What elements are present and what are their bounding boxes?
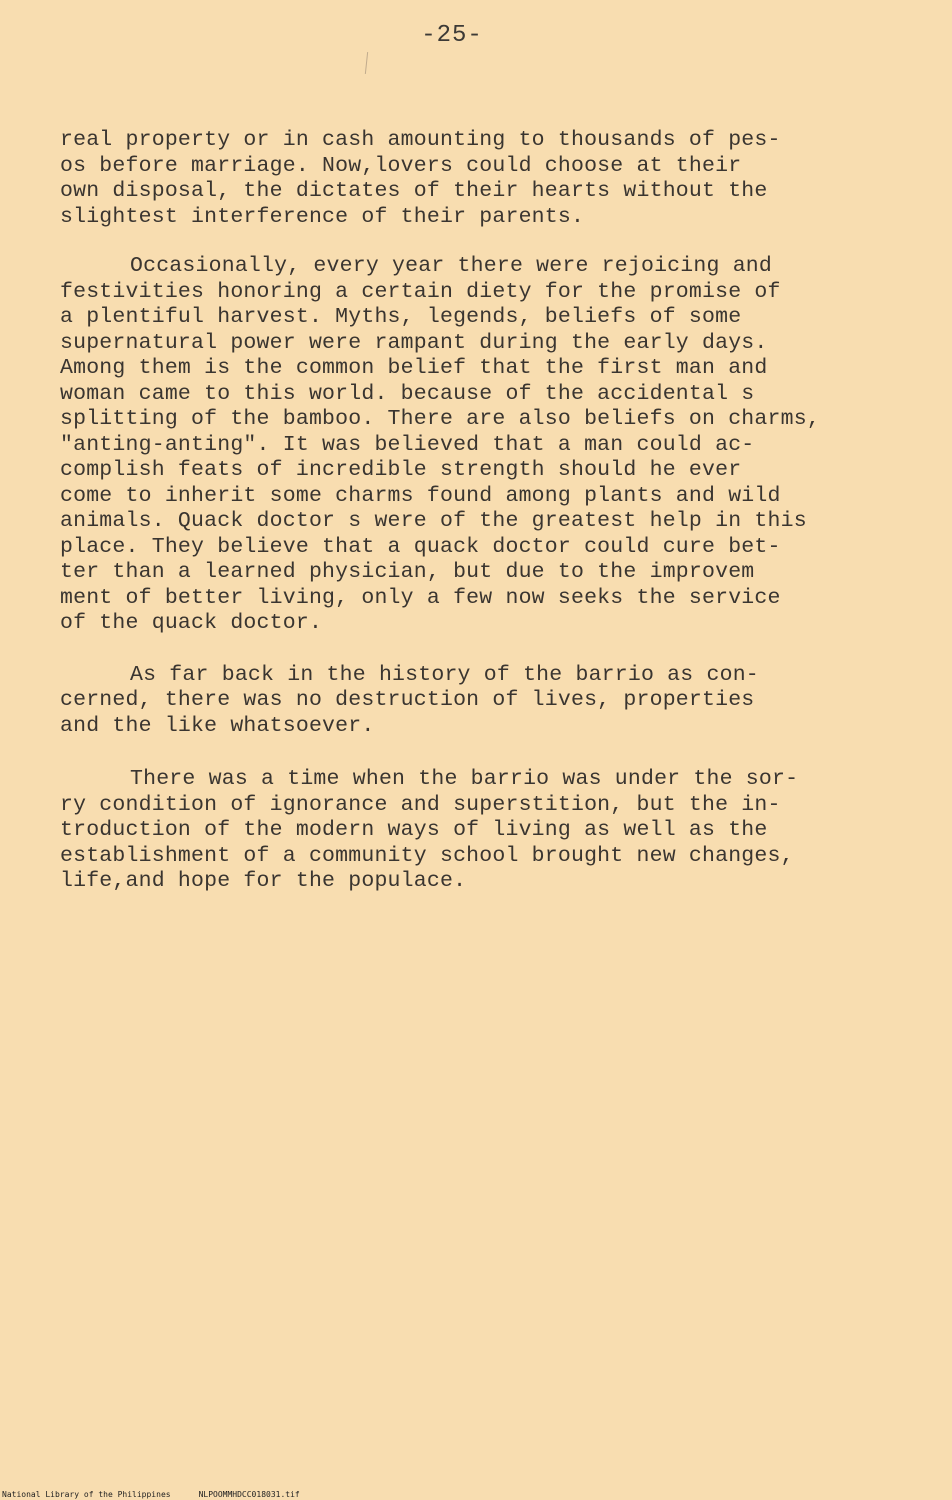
paragraph-1 — [60, 128, 890, 230]
paragraph-line: festivities honoring a certain diety for the promise of — [60, 279, 781, 304]
paragraph-line: a plentiful harvest. Myths, legends, beliefs of some — [60, 305, 742, 329]
paragraph-line: os before marriage. Now,lovers could choose at their — [60, 153, 742, 178]
paragraph-line: real property or in cash amounting to thousands of pes- — [60, 128, 781, 152]
paragraph-line: woman came to this world. because of the accidental s — [60, 381, 755, 406]
document-body — [60, 128, 890, 921]
paragraph-line: own disposal, the dictates of their hearts without the — [60, 179, 768, 203]
paragraph-4 — [60, 767, 890, 895]
paragraph-line: animals. Quack doctor s were of the greatest help in this — [60, 509, 807, 533]
paragraph-line: life,and hope for the populace. — [60, 869, 467, 893]
footer-file-name: NLPOOMMHDCC018031.tif — [198, 1490, 300, 1499]
paragraph-3 — [60, 663, 890, 740]
paragraph-line: ment of better living, only a few now seeks the service — [60, 585, 781, 610]
paragraph-line: cerned, there was no destruction of lives, properties — [60, 688, 755, 712]
footer-institution: National Library of the Philippines — [2, 1490, 171, 1499]
paragraph-line: place. They believe that a quack doctor could cure bet- — [60, 534, 781, 559]
paragraph-line: come to inherit some charms found among plants and wild — [60, 483, 781, 508]
paragraph-line: establishment of a community school brought new changes, — [60, 843, 794, 868]
paragraph-line: of the quack doctor. — [60, 611, 323, 635]
paragraph-line: There was a time when the barrio was under the sor- — [130, 767, 799, 791]
paragraph-line: slightest interference of their parents. — [60, 204, 585, 229]
paragraph-line: complish feats of incredible strength should he ever — [60, 458, 742, 482]
scan-footer — [2, 1490, 328, 1499]
paragraph-line: ry condition of ignorance and superstition, but the in- — [60, 792, 781, 817]
paragraph-line: Among them is the common belief that the first man and — [60, 356, 768, 380]
paragraph-line: Occasionally, every year there were rejoicing and — [130, 254, 773, 278]
paragraph-line: "anting-anting". It was believed that a man could ac- — [60, 432, 755, 457]
paragraph-line: supernatural power were rampant during the early days. — [60, 330, 768, 355]
paragraph-line: troduction of the modern ways of living as well as the — [60, 818, 768, 842]
paragraph-line: ter than a learned physician, but due to the improvem — [60, 560, 755, 584]
page-number: -25- — [421, 22, 483, 49]
stray-pen-mark — [365, 52, 368, 74]
paragraph-2 — [60, 254, 890, 637]
paragraph-line: and the like whatsoever. — [60, 713, 375, 738]
paragraph-line: splitting of the bamboo. There are also beliefs on charms, — [60, 407, 820, 431]
paragraph-line: As far back in the history of the barrio as con- — [130, 662, 759, 687]
